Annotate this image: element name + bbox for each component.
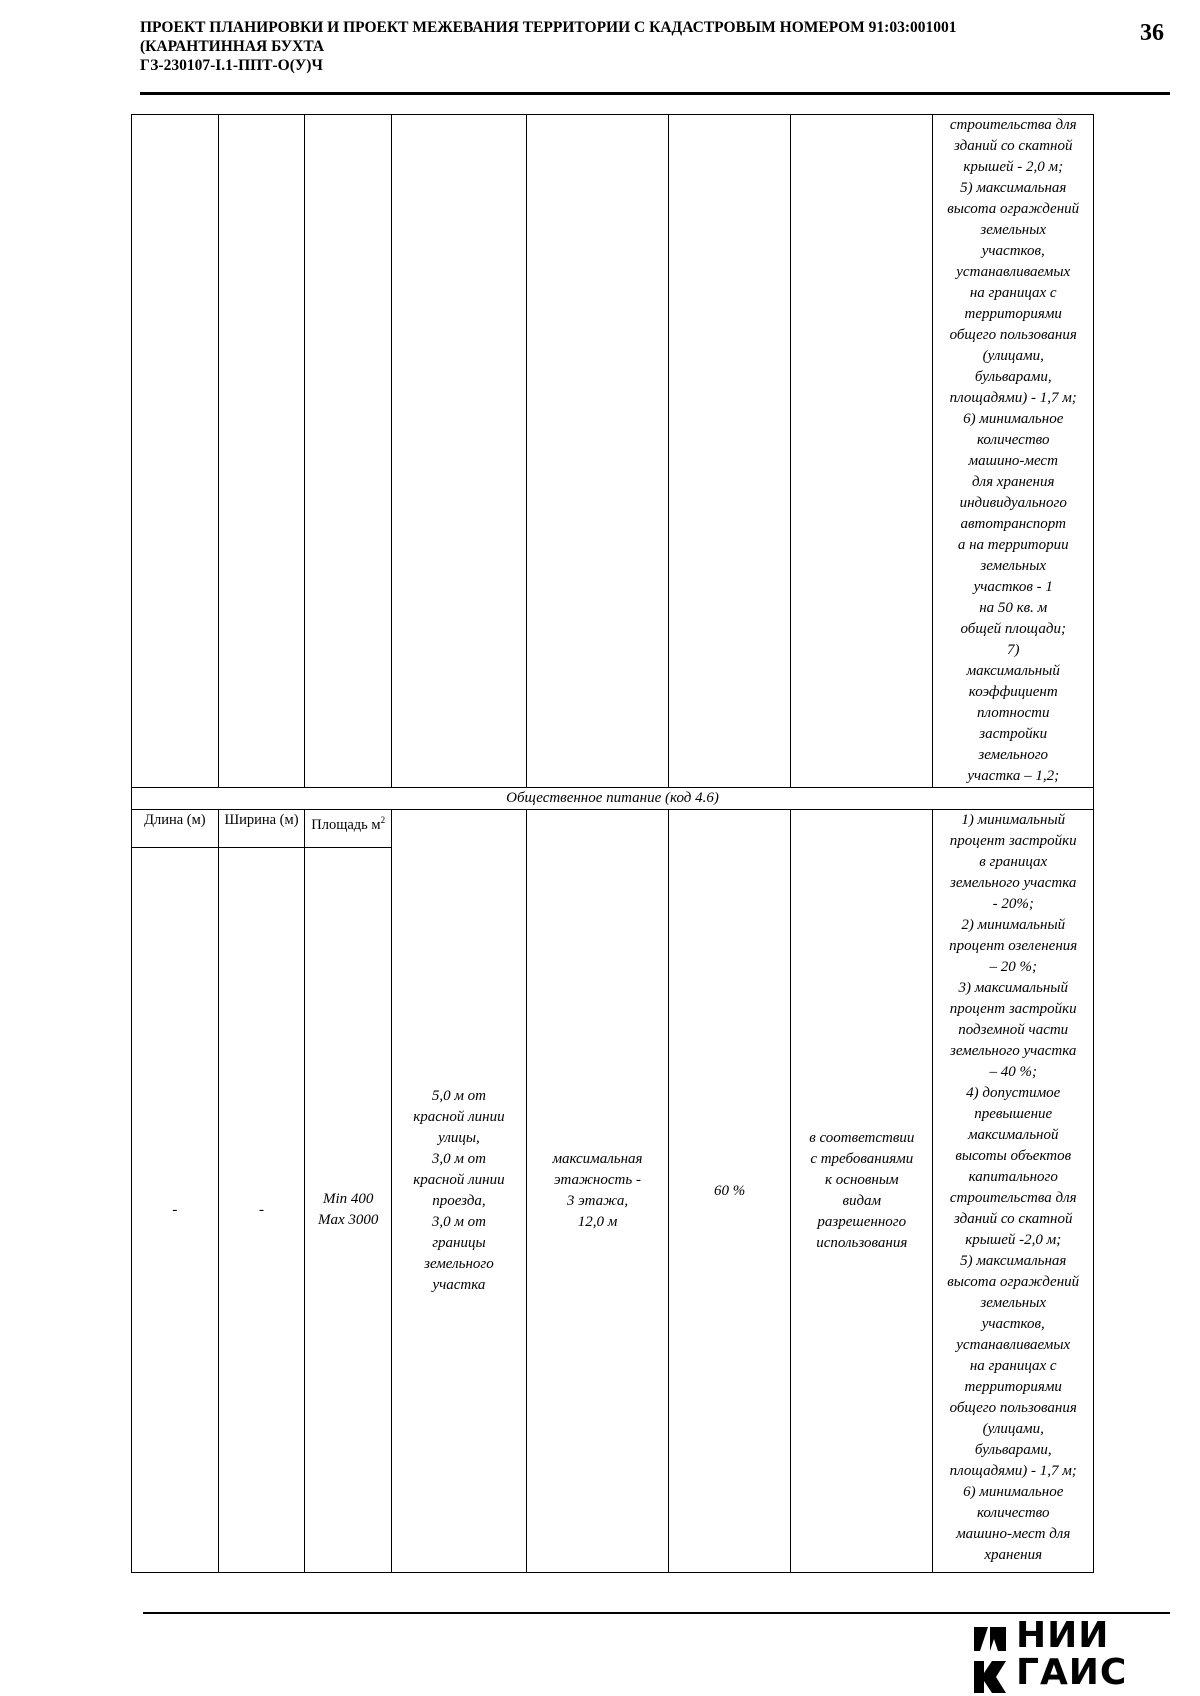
params-continuation-cell: строительства для зданий со скатной крышей - 2,0 м; 5) максимальная высота ограждений земельных участков, устанавливаемых на границах с территориями общего пользования (улицами, бульварами, площадями) - 1,7 м; 6) минимальное количество машино-мест для хранения индивидуального автотранспорт а на территории земельных участков - 1 на 50 кв. м общей площади; 7) максимальный коэффициент плотности застройки земельного участка – 1,2;	[933, 115, 1094, 788]
page-number: 36	[1140, 20, 1164, 46]
width-header	[218, 810, 305, 848]
empty-cell	[218, 115, 305, 788]
width-header-label: Ширина (м)	[224, 812, 299, 828]
length-value: -	[132, 848, 219, 1573]
empty-cell	[392, 115, 527, 788]
params-cell: 1) минимальный процент застройки в границах земельного участка - 20%; 2) минимальный процент озеленения – 20 %; 3) максимальный процент застройки подземной части земельного участка – 40 %; 4) допустимое превышение максимальной высоты объектов капитального строительства для зданий со скатной крышей -2,0 м; 5) максимальная высота ограждений земельных участков, устанавливаемых на границах с территориями общего пользования (улицами, бульварами, площадями) - 1,7 м; 6) минимальное количество машино-мест для хранения	[933, 810, 1094, 1573]
area-header-sup: 2	[380, 815, 386, 825]
empty-cell	[132, 115, 219, 788]
area-header-label: Площадь м	[311, 816, 381, 833]
niigais-logo	[970, 1617, 1170, 1695]
length-header	[132, 810, 219, 848]
logo-line-2: ГАИС	[1016, 1652, 1128, 1693]
document-header	[140, 18, 1080, 75]
area-value: Min 400 Max 3000	[305, 848, 392, 1573]
empty-cell	[305, 115, 392, 788]
table-row-continuation	[132, 115, 1094, 788]
footer-divider	[143, 1612, 1170, 1614]
section-title: Общественное питание (код 4.6)	[132, 788, 1094, 810]
logo-text	[1016, 1617, 1127, 1691]
logo-mark-icon	[970, 1621, 1012, 1695]
empty-cell	[791, 115, 933, 788]
empty-cell	[669, 115, 791, 788]
area-header	[305, 810, 392, 848]
compliance-cell: в соответствии с требованиями к основным видам разрешенного использования	[791, 810, 933, 1573]
header-divider	[140, 92, 1170, 95]
empty-cell	[526, 115, 668, 788]
logo-line-1: НИИ	[1016, 1615, 1110, 1656]
floors-cell: максимальная этажность - 3 этажа, 12,0 м	[526, 810, 668, 1573]
table-row-dims-header	[132, 810, 1094, 848]
header-subtitle: (КАРАНТИННАЯ БУХТА	[140, 38, 325, 55]
length-header-label: Длина (м)	[144, 812, 206, 828]
regulations-table	[131, 114, 1094, 1573]
header-code: ГЗ-230107-I.1-ППТ-О(У)Ч	[140, 57, 323, 74]
coverage-cell: 60 %	[669, 810, 791, 1573]
header-title: ПРОЕКТ ПЛАНИРОВКИ И ПРОЕКТ МЕЖЕВАНИЯ ТЕРРИТОРИИ С КАДАСТРОВЫМ НОМЕРОМ 91:03:001001	[140, 19, 957, 36]
width-value: -	[218, 848, 305, 1573]
section-header-row	[132, 788, 1094, 810]
setbacks-cell: 5,0 м от красной линии улицы, 3,0 м от красной линии проезда, 3,0 м от границы земельного участка	[392, 810, 527, 1573]
